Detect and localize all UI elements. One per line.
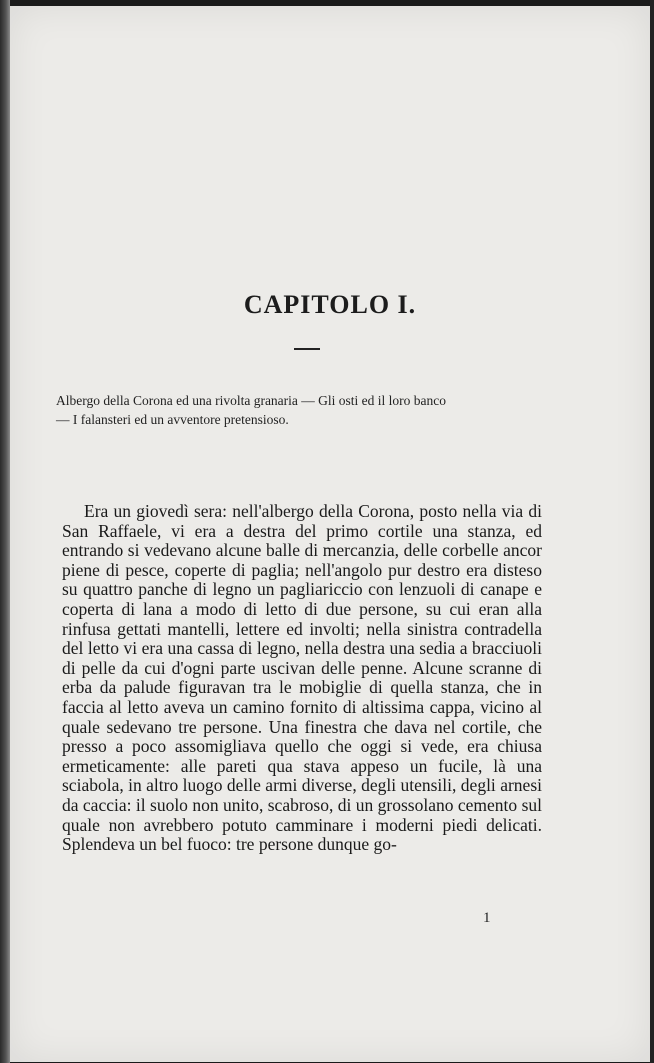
- chapter-summary: [56, 391, 556, 429]
- book-page: [10, 6, 650, 1062]
- book-spine: [0, 0, 10, 1063]
- summary-line-2: — I falansteri ed un avventore pretensioso.: [56, 412, 289, 427]
- body-paragraph: Era un giovedì sera: nell'albergo della Corona, posto nella via di San Raffaele, vi era a destra del primo cortile una stanza, ed entrando si vedevano alcune balle di mercanzia, delle corbelle ancor piene di pesce, coperte di paglia; nell'angolo pur destro era disteso su quattro panche di legno un pagliariccio con lenzuoli di canape e coperta di lana a modo di letto di due persone, su cui eran alla rinfusa gettati mantelli, lettere ed involti; nella sinistra contradella del letto vi era una cassa di legno, nella destra una sedia a bracciuoli di pelle da cui d'ogni parte uscivan delle penne. Alcune scranne di erba da palude figuravan tra le mobiglie di quella stanza, che in faccia al letto aveva un camino fornito di altissima cappa, vicino al quale sedevano tre persone. Una finestra che dava nel cortile, che presso a poco assomigliava quello che oggi si vede, era chiusa ermeticamente: alle pareti qua stava appeso un fucile, là una sciabola, in altro luogo delle armi diverse, degli utensili, degli arnesi da caccia: il suolo non unito, scabroso, di un grossolano cemento sul quale non avrebbero potuto camminare i moderni piedi delicati. Splendeva un bel fuoco: tre persone dunque go-: [62, 501, 542, 855]
- page-edge: [650, 0, 654, 1063]
- title-rule: [294, 348, 320, 350]
- summary-line-1: Albergo della Corona ed una rivolta granaria — Gli osti ed il loro banco: [56, 393, 447, 408]
- chapter-title: CAPITOLO I.: [243, 290, 417, 319]
- page-number: 1: [483, 910, 491, 926]
